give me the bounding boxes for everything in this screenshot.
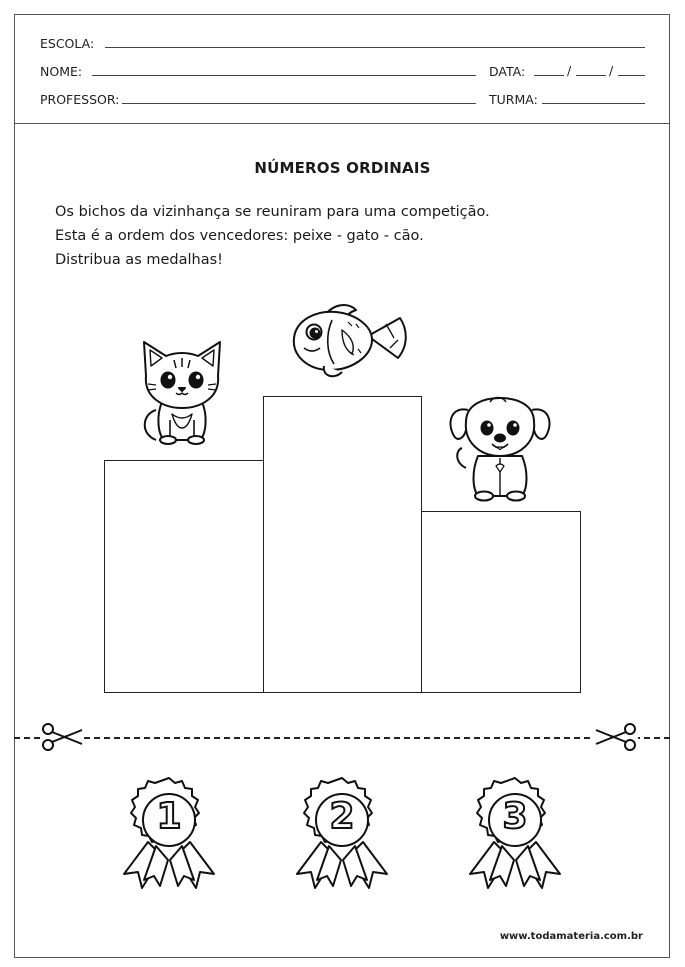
worksheet-title: NÚMEROS ORDINAIS	[254, 159, 431, 177]
medal-number: 1	[156, 796, 182, 837]
instruction-line-3: Distribua as medalhas!	[55, 252, 223, 268]
date-separator: /	[567, 63, 572, 78]
medal-first[interactable]	[120, 776, 218, 894]
date-year-field[interactable]	[618, 75, 645, 76]
website-footer: www.todamateria.com.br	[499, 931, 643, 942]
podium-center-block[interactable]	[263, 396, 422, 693]
scissors-icon	[40, 722, 84, 752]
school-label: ESCOLA:	[40, 36, 95, 51]
name-label: NOME:	[40, 64, 83, 79]
medal-number: 2	[329, 796, 355, 837]
header-divider	[14, 123, 670, 124]
medal-third[interactable]	[466, 776, 564, 894]
teacher-label: PROFESSOR:	[40, 92, 120, 107]
date-separator: /	[609, 63, 614, 78]
date-month-field[interactable]	[576, 75, 606, 76]
cut-line[interactable]	[14, 737, 670, 739]
name-field[interactable]	[92, 75, 476, 76]
cat-icon	[134, 336, 230, 446]
fish-icon	[290, 300, 408, 382]
podium-left-block[interactable]	[104, 460, 264, 693]
instruction-line-1: Os bichos da vizinhança se reuniram para uma competição.	[55, 204, 490, 220]
medal-number: 3	[502, 796, 528, 837]
instruction-line-2: Esta é a ordem dos vencedores: peixe - gato - cão.	[55, 228, 424, 244]
medal-second[interactable]	[293, 776, 391, 894]
podium-right-block[interactable]	[421, 511, 581, 693]
date-label: DATA:	[489, 64, 526, 79]
class-label: TURMA:	[489, 92, 538, 107]
school-field[interactable]	[105, 47, 645, 48]
date-day-field[interactable]	[534, 75, 564, 76]
teacher-field[interactable]	[122, 103, 476, 104]
dog-icon	[444, 392, 556, 502]
class-field[interactable]	[542, 103, 645, 104]
scissors-icon	[594, 722, 638, 752]
